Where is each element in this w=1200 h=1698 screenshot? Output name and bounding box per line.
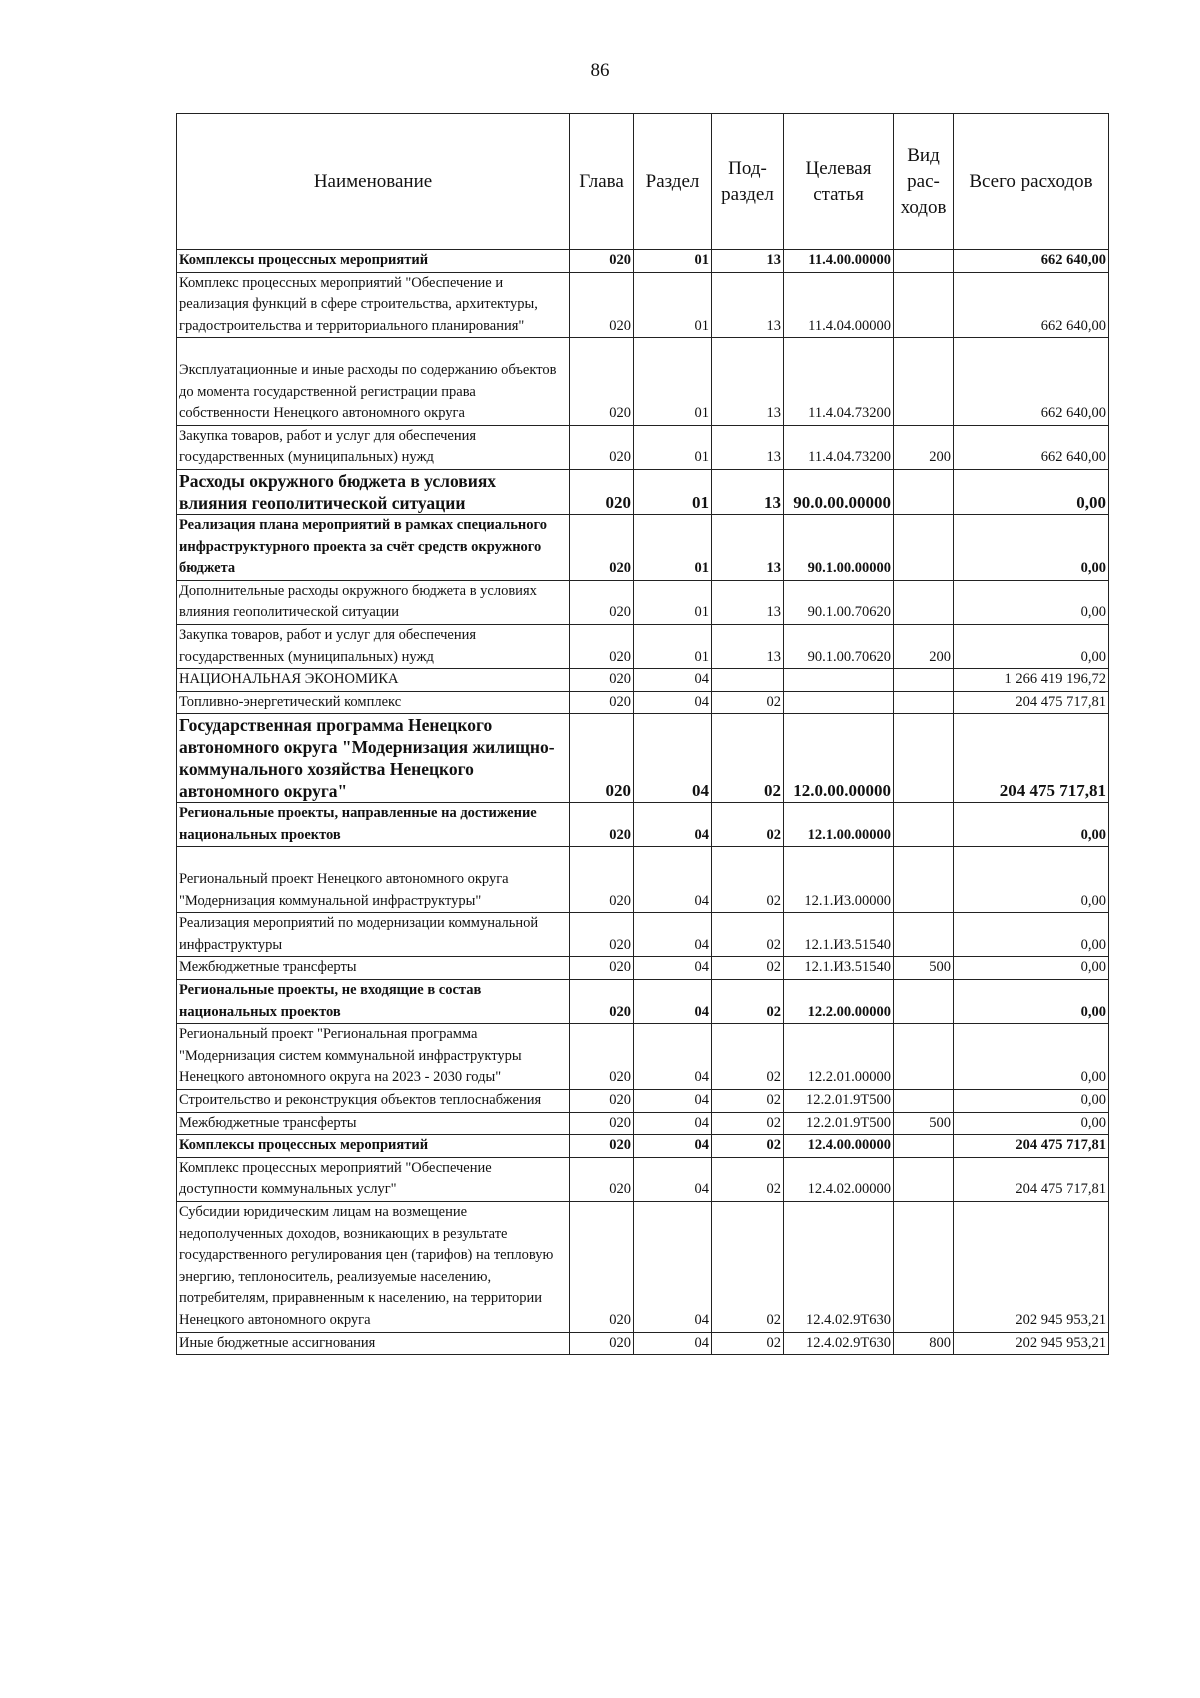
cell-glava: 020: [570, 469, 634, 514]
cell-podrazdel: 13: [712, 469, 784, 514]
header-row: [177, 114, 1109, 250]
budget-table: [176, 113, 1109, 1355]
cell-vid: [894, 1157, 954, 1201]
cell-statia: 90.1.00.70620: [784, 624, 894, 668]
cell-total: 204 475 717,81: [954, 714, 1109, 803]
cell-name: Реализация мероприятий по модернизации коммунальной инфраструктуры: [177, 913, 570, 957]
cell-name: Комплексы процессных мероприятий: [177, 250, 570, 273]
cell-statia: 11.4.04.73200: [784, 338, 894, 425]
cell-total: 0,00: [954, 1090, 1109, 1113]
table-row: [177, 272, 1109, 338]
cell-glava: 020: [570, 1157, 634, 1201]
cell-razdel: 01: [634, 469, 712, 514]
cell-total: 202 945 953,21: [954, 1332, 1109, 1355]
cell-vid: [894, 1090, 954, 1113]
cell-vid: [894, 913, 954, 957]
cell-glava: 020: [570, 624, 634, 668]
cell-name: Иные бюджетные ассигнования: [177, 1332, 570, 1355]
cell-podrazdel: 13: [712, 272, 784, 338]
cell-razdel: 01: [634, 624, 712, 668]
table-row: [177, 847, 1109, 913]
cell-razdel: 01: [634, 425, 712, 469]
header-total: Всего расходов: [954, 114, 1109, 250]
cell-statia: 12.4.02.00000: [784, 1157, 894, 1201]
table-row: [177, 580, 1109, 624]
cell-name: Реализация плана мероприятий в рамках специального инфраструктурного проекта за счёт средств окружного бюджета: [177, 514, 570, 580]
cell-podrazdel: 02: [712, 1024, 784, 1090]
cell-podrazdel: 02: [712, 803, 784, 847]
cell-name: Строительство и реконструкция объектов теплоснабжения: [177, 1090, 570, 1113]
cell-name: Эксплуатационные и иные расходы по содержанию объектов до момента государственной регистрации права собственности Ненецкого автономного округа: [177, 338, 570, 425]
header-razdel: Раздел: [634, 114, 712, 250]
cell-name: Закупка товаров, работ и услуг для обеспечения государственных (муниципальных) нужд: [177, 624, 570, 668]
cell-statia: 90.0.00.00000: [784, 469, 894, 514]
cell-podrazdel: 13: [712, 514, 784, 580]
cell-podrazdel: 02: [712, 980, 784, 1024]
cell-statia: 90.1.00.00000: [784, 514, 894, 580]
cell-total: 0,00: [954, 913, 1109, 957]
cell-razdel: 01: [634, 580, 712, 624]
cell-razdel: 04: [634, 980, 712, 1024]
cell-total: 204 475 717,81: [954, 1135, 1109, 1158]
cell-total: 0,00: [954, 1024, 1109, 1090]
table-row: [177, 669, 1109, 692]
header-podrazdel: Под-раздел: [712, 114, 784, 250]
cell-statia: 11.4.04.00000: [784, 272, 894, 338]
cell-glava: 020: [570, 803, 634, 847]
cell-total: 0,00: [954, 469, 1109, 514]
cell-glava: 020: [570, 338, 634, 425]
cell-glava: 020: [570, 1090, 634, 1113]
cell-podrazdel: 02: [712, 1332, 784, 1355]
cell-statia: 12.1.И3.00000: [784, 847, 894, 913]
cell-podrazdel: [712, 669, 784, 692]
cell-podrazdel: 02: [712, 1135, 784, 1158]
cell-name: Региональные проекты, не входящие в состав национальных проектов: [177, 980, 570, 1024]
cell-vid: [894, 980, 954, 1024]
cell-vid: [894, 1135, 954, 1158]
cell-glava: 020: [570, 425, 634, 469]
table-row: [177, 957, 1109, 980]
cell-name: Комплекс процессных мероприятий "Обеспечение и реализация функций в сфере строительства, архитектуры, градостроительства и территориального планирования": [177, 272, 570, 338]
cell-glava: 020: [570, 580, 634, 624]
cell-total: 0,00: [954, 580, 1109, 624]
cell-razdel: 04: [634, 1090, 712, 1113]
cell-razdel: 04: [634, 1157, 712, 1201]
table-row: [177, 469, 1109, 514]
cell-name: Межбюджетные трансферты: [177, 957, 570, 980]
table-row: [177, 714, 1109, 803]
cell-vid: 500: [894, 957, 954, 980]
cell-glava: 020: [570, 669, 634, 692]
cell-podrazdel: 02: [712, 847, 784, 913]
cell-razdel: 01: [634, 250, 712, 273]
cell-total: 202 945 953,21: [954, 1201, 1109, 1332]
cell-razdel: 04: [634, 1201, 712, 1332]
table-row: [177, 514, 1109, 580]
cell-statia: 12.2.01.9Т500: [784, 1090, 894, 1113]
cell-vid: [894, 691, 954, 714]
table-row: [177, 624, 1109, 668]
cell-total: 0,00: [954, 514, 1109, 580]
table-row: [177, 691, 1109, 714]
cell-glava: 020: [570, 250, 634, 273]
cell-glava: 020: [570, 1201, 634, 1332]
cell-name: Региональный проект Ненецкого автономного округа "Модернизация коммунальной инфраструктуры": [177, 847, 570, 913]
cell-statia: 12.4.02.9Т630: [784, 1201, 894, 1332]
table-row: [177, 980, 1109, 1024]
cell-razdel: 01: [634, 272, 712, 338]
cell-podrazdel: 02: [712, 1201, 784, 1332]
table-row: [177, 1135, 1109, 1158]
cell-total: 204 475 717,81: [954, 1157, 1109, 1201]
cell-razdel: 04: [634, 1135, 712, 1158]
cell-podrazdel: 13: [712, 624, 784, 668]
cell-podrazdel: 02: [712, 913, 784, 957]
table-row: [177, 1112, 1109, 1135]
cell-podrazdel: 13: [712, 425, 784, 469]
cell-podrazdel: 02: [712, 1112, 784, 1135]
cell-vid: [894, 714, 954, 803]
cell-vid: 200: [894, 425, 954, 469]
cell-razdel: 04: [634, 691, 712, 714]
cell-podrazdel: 02: [712, 714, 784, 803]
cell-glava: 020: [570, 1135, 634, 1158]
table-row: [177, 338, 1109, 425]
cell-total: 0,00: [954, 980, 1109, 1024]
cell-razdel: 04: [634, 1024, 712, 1090]
cell-name: Государственная программа Ненецкого автономного округа "Модернизация жилищно-коммунального хозяйства Ненецкого автономного округа": [177, 714, 570, 803]
cell-total: 0,00: [954, 624, 1109, 668]
table-row: [177, 803, 1109, 847]
table-row: [177, 1201, 1109, 1332]
cell-podrazdel: 13: [712, 338, 784, 425]
cell-vid: [894, 1024, 954, 1090]
table-row: [177, 425, 1109, 469]
cell-name: Субсидии юридическим лицам на возмещение недополученных доходов, возникающих в результате государственного регулирования цен (тарифов) на тепловую энергию, теплоноситель, реализуемые населению, потребителям, приравненным к населению, на территории Ненецкого автономного округа: [177, 1201, 570, 1332]
cell-total: 1 266 419 196,72: [954, 669, 1109, 692]
cell-statia: 12.1.И3.51540: [784, 957, 894, 980]
cell-vid: [894, 803, 954, 847]
header-glava: Глава: [570, 114, 634, 250]
cell-statia: [784, 691, 894, 714]
cell-name: Региональные проекты, направленные на достижение национальных проектов: [177, 803, 570, 847]
cell-vid: [894, 847, 954, 913]
cell-statia: 12.4.00.00000: [784, 1135, 894, 1158]
cell-razdel: 01: [634, 514, 712, 580]
cell-glava: 020: [570, 514, 634, 580]
cell-razdel: 04: [634, 669, 712, 692]
cell-total: 662 640,00: [954, 272, 1109, 338]
cell-statia: 12.1.И3.51540: [784, 913, 894, 957]
cell-statia: 12.2.01.00000: [784, 1024, 894, 1090]
cell-statia: 90.1.00.70620: [784, 580, 894, 624]
cell-razdel: 04: [634, 1332, 712, 1355]
cell-razdel: 04: [634, 803, 712, 847]
cell-vid: 200: [894, 624, 954, 668]
cell-name: Комплексы процессных мероприятий: [177, 1135, 570, 1158]
cell-vid: [894, 580, 954, 624]
cell-glava: 020: [570, 1332, 634, 1355]
cell-name: Региональный проект "Региональная программа "Модернизация систем коммунальной инфраструктуры Ненецкого автономного округа на 2023 - 2030 годы": [177, 1024, 570, 1090]
cell-podrazdel: 13: [712, 250, 784, 273]
cell-name: Комплекс процессных мероприятий "Обеспечение доступности коммунальных услуг": [177, 1157, 570, 1201]
page-number: 86: [590, 60, 610, 81]
cell-razdel: 04: [634, 1112, 712, 1135]
cell-vid: [894, 469, 954, 514]
cell-statia: 11.4.04.73200: [784, 425, 894, 469]
cell-statia: 12.2.01.9Т500: [784, 1112, 894, 1135]
cell-podrazdel: 02: [712, 1157, 784, 1201]
cell-razdel: 04: [634, 847, 712, 913]
cell-glava: 020: [570, 714, 634, 803]
cell-total: 662 640,00: [954, 250, 1109, 273]
table-row: [177, 1090, 1109, 1113]
cell-statia: 12.1.00.00000: [784, 803, 894, 847]
cell-vid: [894, 669, 954, 692]
cell-vid: [894, 338, 954, 425]
cell-podrazdel: 02: [712, 691, 784, 714]
cell-glava: 020: [570, 1112, 634, 1135]
cell-statia: 12.4.02.9Т630: [784, 1332, 894, 1355]
cell-glava: 020: [570, 957, 634, 980]
cell-vid: [894, 250, 954, 273]
cell-statia: 12.0.00.00000: [784, 714, 894, 803]
cell-total: 662 640,00: [954, 338, 1109, 425]
cell-glava: 020: [570, 847, 634, 913]
cell-razdel: 04: [634, 714, 712, 803]
cell-podrazdel: 02: [712, 957, 784, 980]
cell-glava: 020: [570, 272, 634, 338]
cell-glava: 020: [570, 980, 634, 1024]
cell-glava: 020: [570, 691, 634, 714]
cell-statia: 11.4.00.00000: [784, 250, 894, 273]
cell-vid: 500: [894, 1112, 954, 1135]
cell-statia: 12.2.00.00000: [784, 980, 894, 1024]
header-name: Наименование: [177, 114, 570, 250]
table-row: [177, 1157, 1109, 1201]
cell-vid: [894, 514, 954, 580]
cell-glava: 020: [570, 1024, 634, 1090]
cell-total: 0,00: [954, 847, 1109, 913]
cell-razdel: 04: [634, 913, 712, 957]
table-row: [177, 913, 1109, 957]
header-vid: Вид рас-ходов: [894, 114, 954, 250]
cell-name: Дополнительные расходы окружного бюджета в условиях влияния геополитической ситуации: [177, 580, 570, 624]
cell-total: 204 475 717,81: [954, 691, 1109, 714]
cell-vid: [894, 1201, 954, 1332]
cell-vid: [894, 272, 954, 338]
cell-razdel: 04: [634, 957, 712, 980]
table-row: [177, 1332, 1109, 1355]
cell-name: Закупка товаров, работ и услуг для обеспечения государственных (муниципальных) нужд: [177, 425, 570, 469]
cell-glava: 020: [570, 913, 634, 957]
cell-total: 0,00: [954, 1112, 1109, 1135]
cell-podrazdel: 13: [712, 580, 784, 624]
cell-name: Межбюджетные трансферты: [177, 1112, 570, 1135]
header-statia: Целевая статья: [784, 114, 894, 250]
table-row: [177, 1024, 1109, 1090]
cell-name: НАЦИОНАЛЬНАЯ ЭКОНОМИКА: [177, 669, 570, 692]
cell-total: 0,00: [954, 957, 1109, 980]
cell-vid: 800: [894, 1332, 954, 1355]
cell-name: Расходы окружного бюджета в условиях влияния геополитической ситуации: [177, 469, 570, 514]
cell-razdel: 01: [634, 338, 712, 425]
cell-name: Топливно-энергетический комплекс: [177, 691, 570, 714]
cell-podrazdel: 02: [712, 1090, 784, 1113]
cell-total: 662 640,00: [954, 425, 1109, 469]
cell-total: 0,00: [954, 803, 1109, 847]
table-row: [177, 250, 1109, 273]
cell-statia: [784, 669, 894, 692]
